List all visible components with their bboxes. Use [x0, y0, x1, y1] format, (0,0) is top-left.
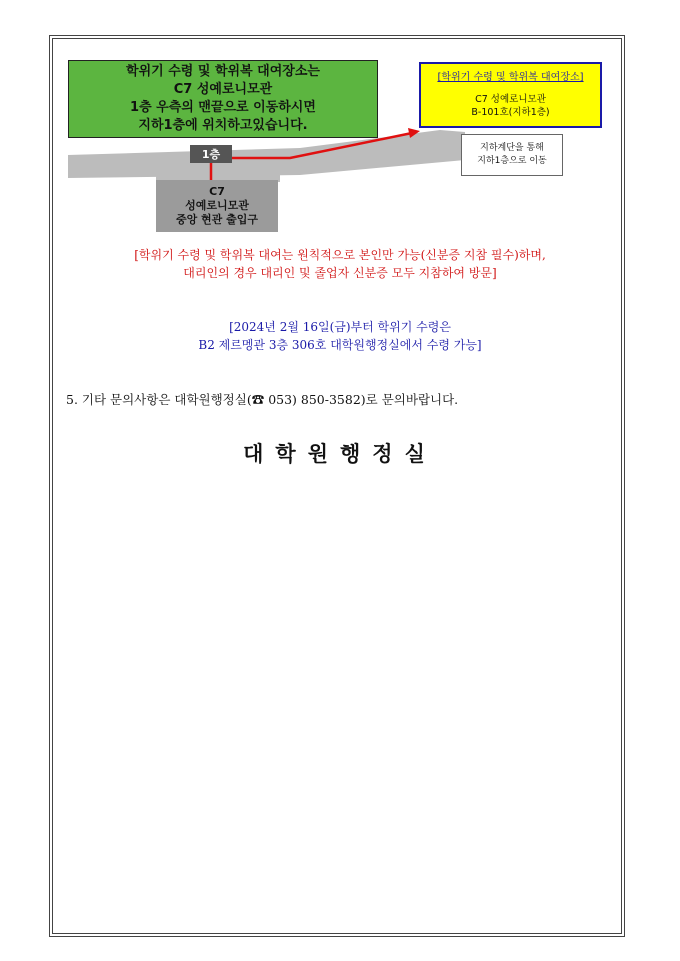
road-branch — [156, 160, 280, 182]
blue-note-line-2: B2 제르멩관 3층 306호 대학원행정실에서 수령 가능] — [198, 338, 482, 352]
entrance-box — [156, 180, 278, 232]
red-note-line-2: 대리인의 경우 대리인 및 졸업자 신분증 모두 지참하여 방문] — [183, 266, 497, 280]
stairs-line-1: 지하계단을 통해 — [480, 143, 544, 153]
destination-box — [419, 62, 602, 128]
contact-text-before: 5. 기타 문의사항은 대학원행정실( — [66, 392, 252, 407]
green-line-1: 학위기 수령 및 학위복 대여장소는 — [126, 64, 320, 79]
entrance-line-2: 성예로니모관 — [185, 199, 249, 212]
green-line-4: 지하1층에 위치하고있습니다. — [138, 118, 308, 133]
pickup-change-notice — [60, 318, 620, 354]
contact-line — [66, 390, 458, 408]
floor-label: 1층 — [190, 145, 232, 163]
green-line-3: 1층 우측의 맨끝으로 이동하시면 — [130, 100, 316, 115]
stairs-note — [461, 134, 563, 176]
location-info-box — [68, 60, 378, 138]
stairs-line-2: 지하1층으로 이동 — [477, 156, 547, 166]
office-signature: 대학원행정실 — [243, 441, 437, 466]
id-requirement-notice — [60, 246, 620, 282]
location-diagram — [0, 0, 680, 240]
destination-room: B-101호(지하1층) — [471, 107, 550, 118]
destination-building: C7 성예로니모관 — [475, 94, 546, 105]
blue-note-line-1: [2024년 2월 16일(금)부터 학위기 수령은 — [229, 320, 451, 334]
red-note-line-1: [학위기 수령 및 학위복 대여는 원칙적으로 본인만 가능(신분증 지참 필수)하며, — [134, 248, 546, 262]
entrance-line-3: 중앙 현관 출입구 — [175, 213, 259, 226]
entrance-line-1: C7 — [209, 185, 225, 198]
phone-icon: ☎ — [251, 392, 265, 407]
contact-text-after: 053) 850-3582)로 문의바랍니다. — [264, 392, 459, 407]
green-line-2: C7 성예로니모관 — [173, 82, 273, 97]
destination-title: [학위기 수령 및 학위복 대여장소] — [437, 72, 584, 83]
